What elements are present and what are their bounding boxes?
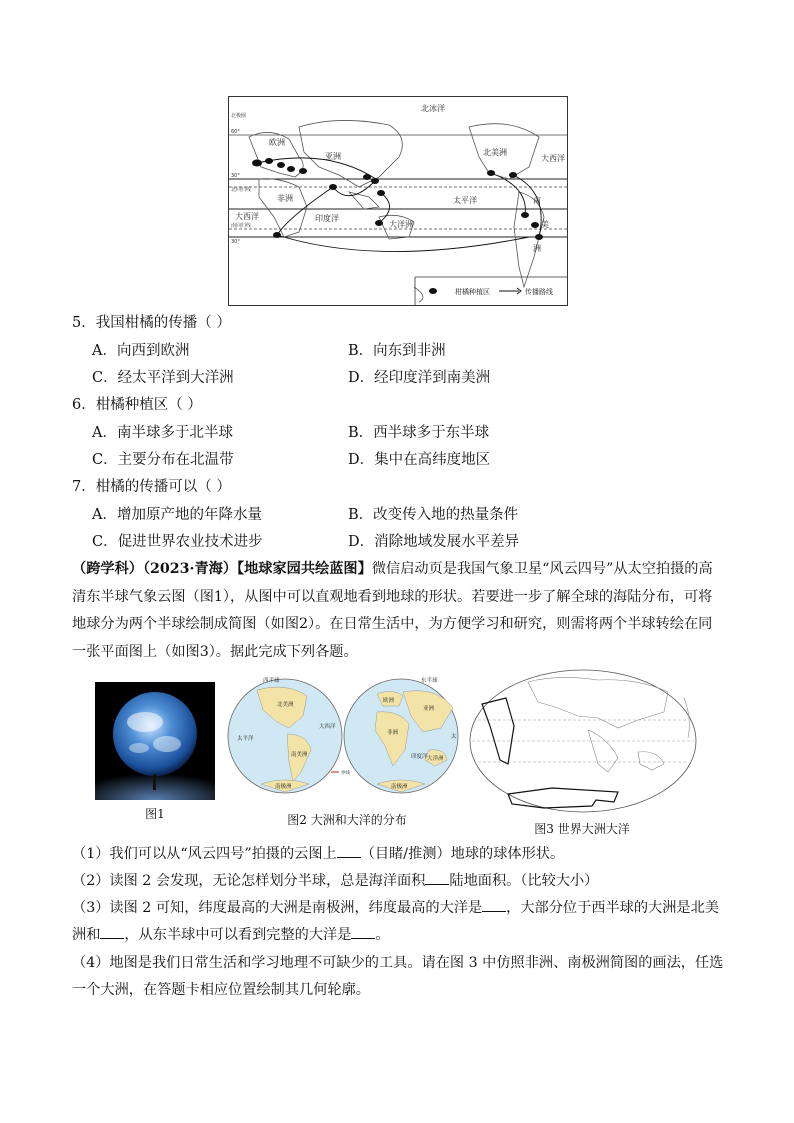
q7-option-a[interactable]: A．增加原产地的年降水量	[92, 507, 262, 523]
subquestion-3	[72, 895, 732, 949]
planting-area-marker	[299, 168, 307, 174]
label-fig2-north-america: 北美洲	[277, 702, 294, 708]
label-fig2-europe: 欧洲	[383, 698, 395, 704]
planting-area-marker	[277, 162, 285, 168]
label-fig2-antarctica-east: 南极洲	[391, 784, 408, 790]
figure-2-caption: 图2 大洲和大洋的分布	[287, 813, 407, 827]
subq3-text-a: （3）读图 2 可知，纬度最高的大洲是南极洲，纬度最高的大洋是	[72, 900, 483, 916]
subquestion-2	[72, 868, 732, 895]
citrus-map-svg	[229, 97, 567, 305]
subq3-blank-3[interactable]	[351, 924, 375, 939]
subq2-blank[interactable]	[425, 870, 449, 885]
planting-area-marker	[531, 222, 539, 228]
subq3-text-d: ，从东半球中可以看到完整的大洋是	[124, 927, 352, 943]
intro-text: 微信启动页是我国气象卫星“风云四号”从太空拍摄的高清东半球气象云图（图1），从图中可以直观地看到地球的形状。若要进一步了解全球的海陆分布，可将地球分为两个半球绘制成简图（如图2）。在日常生活中，为方便学习和研究，则需将两个半球转绘在同一张平面图上（如图3）。据此完成下列各题。	[72, 561, 713, 660]
label-atlantic-top: 大西洋	[541, 154, 565, 163]
label-indian: 印度洋	[315, 214, 339, 223]
subq2-text-a: （2）读图 2 会发现，无论怎样划分半球，总是海洋面积	[72, 873, 426, 889]
question-5-stem: 5．我国柑橘的传播（ ）	[72, 315, 231, 331]
label-lat30s: 30°	[231, 239, 240, 245]
q5-option-c[interactable]: C．经太平洋到大洋洲	[92, 370, 234, 386]
label-fig2-oceania: 大洋洲	[427, 756, 444, 762]
figure-3-caption: 图3 世界大洲大洋	[534, 822, 630, 836]
intro-tag-source: （2023·青海）	[142, 561, 238, 577]
label-oceania: 大洋洲	[389, 220, 413, 229]
label-fig2-indian: 印度洋	[411, 754, 428, 760]
label-tropic-cancer: 北回归线	[231, 187, 252, 193]
label-fig2-pacific: 太平洋	[237, 736, 254, 742]
subquestion-1	[72, 841, 732, 868]
intro-tag-theme: 【地球家园共绘蓝图】	[237, 561, 372, 577]
subq3-text-e: 。	[375, 927, 390, 943]
hemispheres-svg	[227, 672, 459, 802]
subq3-text-c: 和	[86, 927, 101, 943]
label-lat60: 60°	[231, 129, 240, 135]
label-pacific: 太平洋	[453, 196, 477, 205]
q7-option-d[interactable]: D．消除地域发展水平差异	[348, 534, 520, 550]
q5-option-a[interactable]: A．向西到欧洲	[92, 343, 190, 359]
person-silhouette	[153, 778, 156, 790]
label-tropic-capricorn: 南回归线	[231, 223, 252, 229]
q6-option-b[interactable]: B．西半球多于东半球	[348, 425, 490, 441]
legend-area-label: 柑橘种植区	[455, 288, 490, 296]
label-atlantic-left: 大西洋	[235, 212, 259, 221]
subquestion-4	[72, 950, 732, 1004]
subq1-blank[interactable]	[337, 843, 361, 858]
label-africa: 非洲	[277, 194, 293, 203]
q7-option-c[interactable]: C．促进世界农业技术进步	[92, 534, 263, 550]
label-asia: 亚洲	[325, 152, 341, 161]
legend-route-label: 传播路线	[525, 288, 553, 296]
q7-option-b[interactable]: B．改变传入地的热量条件	[348, 507, 519, 523]
label-fig2-pacific-east: 太	[451, 734, 457, 740]
planting-area-marker	[287, 166, 295, 172]
subq2-text-b: 陆地面积。（比较大小）	[449, 873, 599, 889]
figure-1-earth-image	[95, 682, 215, 800]
label-fig2-asia: 亚洲	[423, 706, 435, 712]
label-fig2-africa: 非洲	[387, 730, 399, 736]
figure-3-world-map	[468, 668, 698, 814]
q6-option-d[interactable]: D．集中在高纬度地区	[348, 452, 491, 468]
label-fig2-south-america: 南美洲	[291, 752, 308, 758]
figure-1-caption: 图1	[145, 807, 165, 821]
q6-option-c[interactable]: C．主要分布在北温带	[92, 452, 234, 468]
subq4-text: （4）地图是我们日常生活和学习地理不可缺少的工具。请在图 3 中仿照非洲、南极洲简图的画法，任选一个大洲，在答题卡相应位置绘制其几何轮廓。	[72, 955, 724, 998]
label-sa-3: 洲	[533, 244, 541, 253]
label-arctic-circle: 北极圈	[231, 113, 247, 119]
earth-svg	[95, 682, 215, 800]
label-arctic: 北冰洋	[421, 104, 445, 113]
label-sa-1: 南	[533, 196, 541, 205]
map-legend	[415, 277, 567, 305]
question-6-stem: 6．柑橘种植区（ ）	[72, 397, 202, 413]
label-sa-2: 美	[541, 220, 549, 229]
question-7-stem: 7．柑橘的传播可以（ ）	[72, 479, 231, 495]
label-fig2-legend: 界线	[341, 771, 350, 776]
label-north-america: 北美洲	[483, 148, 507, 157]
earth-globe	[113, 692, 197, 776]
route-line	[379, 193, 390, 223]
intro-tag-subject: （跨学科）	[72, 561, 143, 577]
citrus-spread-map	[228, 96, 568, 306]
legend-planting-icon	[429, 288, 437, 294]
label-europe: 欧洲	[269, 138, 285, 147]
figure-2-hemispheres	[227, 672, 459, 802]
route-line	[257, 158, 379, 181]
subq1-text-a: （1）我们可以从“风云四号”拍摄的云图上	[72, 846, 337, 862]
subq1-text-b: （目睹/推测）地球的球体形状。	[360, 846, 565, 862]
label-west-hemisphere: 西半球	[263, 678, 280, 684]
label-fig2-antarctica-west: 南极洲	[275, 784, 292, 790]
world-map-svg	[468, 668, 698, 814]
label-fig2-atlantic: 大西洋	[319, 724, 336, 730]
subq3-blank-1[interactable]	[482, 897, 506, 912]
label-east-hemisphere: 东半球	[421, 678, 438, 684]
subq3-text-b: ，大部分位于西半球的大洲是北美洲	[72, 900, 719, 943]
subq3-blank-2[interactable]	[100, 924, 124, 939]
q6-option-a[interactable]: A．南半球多于北半球	[92, 425, 233, 441]
q5-option-b[interactable]: B．向东到非洲	[348, 343, 446, 359]
label-lat30n: 30°	[231, 173, 240, 179]
q5-option-d[interactable]: D．经印度洋到南美洲	[348, 370, 491, 386]
intro-paragraph	[72, 556, 724, 666]
